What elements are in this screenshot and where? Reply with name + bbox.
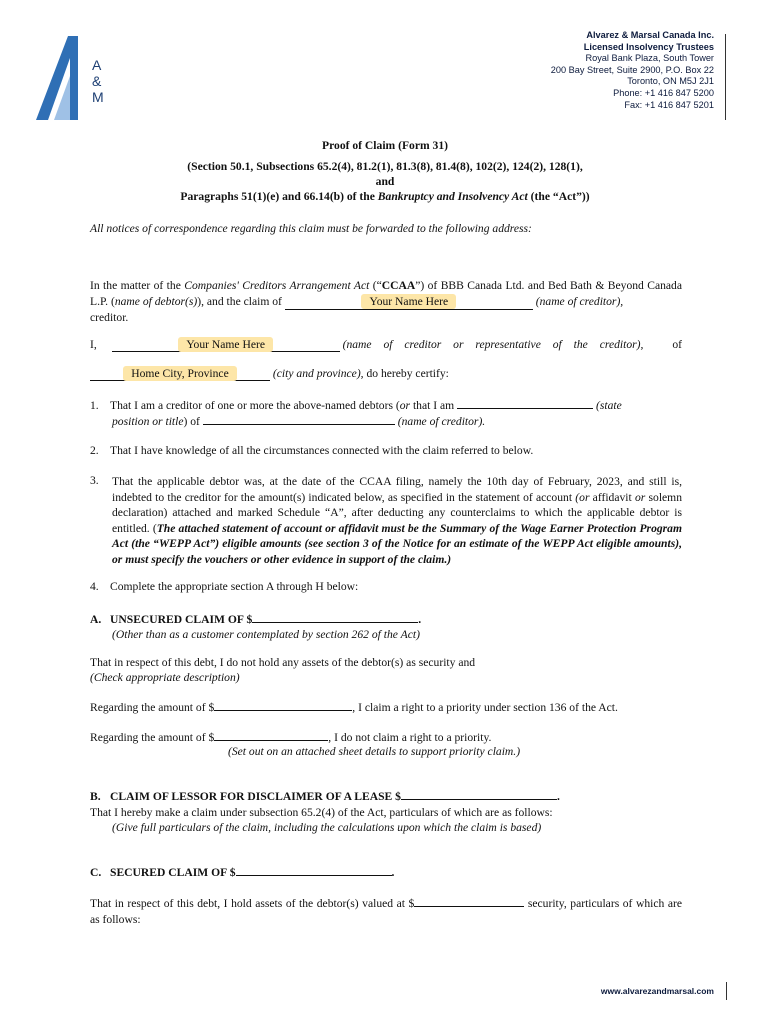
intro-debtor-hint: name of debtor(s) [114,294,198,308]
item-1 [90,398,682,429]
city-line [90,367,449,381]
item-3-text-a: That the applicable debtor was, at the date of the CCAA filing, namely the 10th day of February, 2023, and still is, indebted to the creditor for the amount(s) indicated below, as specified in the statement of account [112,475,682,504]
section-a-sub: (Other than as a customer contemplated by section 262 of the Act) [112,628,420,641]
intro-mid3: ), and the claim of [197,294,285,308]
section-b-letter: B. [90,790,101,803]
form-sections: (Section 50.1, Subsections 65.2(4), 81.2(1), 81.3(8), 81.4(8), 102(2), 124(2), 128(1), [187,160,583,173]
section-a-priority-line [90,701,618,714]
section-a-letter: A. [90,613,102,626]
section-b-period: . [556,790,560,803]
intro-act: Companies' Creditors Arrangement Act [184,279,370,292]
section-a-nonpriority-line [90,731,491,744]
creditor-field[interactable] [203,424,395,425]
firm-address-3: Toronto, ON M5J 2J1 [627,76,714,87]
item-1-creditor-hint: (name of creditor). [397,414,486,428]
paragraphs-pre: Paragraphs 51(1)(e) and 66.14(b) of the [180,190,378,203]
form-paragraphs [0,190,770,203]
section-a-heading [90,613,421,626]
logo-letter-a: A [92,57,102,73]
item-3-affidavit: affidavit [589,490,635,504]
section-a-p1: That in respect of this debt, I do not hold any assets of the debtor(s) as security and [90,656,476,669]
firm-address-1: Royal Bank Plaza, South Tower [585,53,714,64]
firm-fax: Fax: +1 416 847 5201 [624,99,714,110]
section-c-letter: C. [90,866,102,879]
item-1-number: 1. [90,399,99,412]
certify-text: do hereby certify: [363,367,449,380]
item-4-text: Complete the appropriate section A through H below: [110,580,359,593]
section-b-title: CLAIM OF LESSOR FOR DISCLAIMER OF A LEASE $ [110,790,401,803]
item-3-instructions: The attached statement of account or affidavit must be the Summary of the Wage Earner Protection Program Act (the “WEPP Act”) eligible amounts (see section 3 of the Notice for an estimate of the WEPP Act eligible amounts), or must specify the vouchers or other evidence in support of the claim.) [112,521,682,566]
i-label: I, [90,338,97,351]
item-2-text: That I have knowledge of all the circumstances connected with the claim referred to below. [110,444,534,457]
item-3-or-2: or [634,490,646,504]
item-1-or: or [399,399,411,412]
item-1-text-c: ) of [183,414,203,428]
intro-mid2: ”) of BBB Canada Ltd. and Bed Bath & Beyond Canada L.P. ( [90,279,682,308]
letterhead-divider [725,34,726,120]
creditor-name-value[interactable]: Your Name Here [361,294,456,309]
intro-ccaa: CCAA [381,279,416,292]
act-name: Bankruptcy and Insolvency Act [377,190,528,203]
lessor-amount-field[interactable] [401,799,557,800]
footer-website[interactable]: www.alvarezandmarsal.com [600,986,714,996]
item-3-or-1: (or [575,490,590,504]
representative-line [90,338,682,352]
section-a-title: UNSECURED CLAIM OF $ [110,613,253,626]
of-label: of [672,338,682,351]
section-c-p1-b: security, particulars of which are as follows: [90,897,682,926]
nonpriority-text: , I do not claim a right to a priority. [328,731,492,744]
item-1-text-b: that I am [410,399,458,412]
item-1-state: (state [595,399,622,412]
section-c-heading [90,866,394,879]
priority-amount-field[interactable] [214,710,352,711]
city-province-field[interactable] [90,367,270,381]
priority-label: Regarding the amount of $ [90,701,215,714]
item-2 [90,444,533,457]
representative-hint: (name of creditor or representative of the creditor), [342,338,644,351]
asset-value-field[interactable] [414,906,524,907]
firm-role: Licensed Insolvency Trustees [583,41,714,52]
nonpriority-label: Regarding the amount of $ [90,731,215,744]
section-c-p1 [90,896,682,927]
paragraphs-post: (the “Act”)) [527,190,590,203]
intro-mid1: (“ [369,279,382,292]
item-2-number: 2. [90,444,99,457]
section-b-p1-sub: (Give full particulars of the claim, including the calculations upon which the claim is based) [112,821,542,834]
firm-name: Alvarez & Marsal Canada Inc. [586,30,714,40]
notice-text: All notices of correspondence regarding this claim must be forwarded to the following address: [90,222,532,235]
firm-address-2: 200 Bay Street, Suite 2900, P.O. Box 22 [550,64,714,75]
section-a-p1-sub: (Check appropriate description) [90,671,240,684]
intro-pre: In the matter of the [90,279,185,292]
nonpriority-amount-field[interactable] [214,740,328,741]
intro-end: creditor. [90,311,129,324]
form-title: Proof of Claim (Form 31) [322,139,448,152]
section-c-title: SECURED CLAIM OF $ [110,866,236,879]
section-c-p1-a: That in respect of this debt, I hold assets of the debtor(s) valued at $ [90,897,415,910]
unsecured-amount-field[interactable] [252,622,418,623]
priority-text: , I claim a right to a priority under section 136 of the Act. [352,701,618,714]
item-1-position-hint: position or title [112,414,184,428]
city-hint: (city and province), [272,367,364,380]
item-1-text-a: That I am a creditor of one or more the above-named debtors ( [110,399,400,412]
representative-name-field[interactable] [112,338,340,352]
item-3-text-b: solemn declaration) attached and marked Schedule “A”, after deducting any counterclaims to which the applicable debtor is entitled. ( [112,490,682,535]
item-3 [112,474,682,567]
logo-letter-amp: & [92,73,102,89]
creditor-name-field[interactable] [285,294,533,311]
intro-creditor-hint: (name of creditor), [535,294,624,308]
section-b-heading [90,790,560,803]
position-field[interactable] [457,408,593,409]
city-province-value[interactable]: Home City, Province [123,366,236,381]
item-4-number: 4. [90,580,99,593]
intro-paragraph [90,278,682,326]
representative-name-value[interactable]: Your Name Here [178,337,273,352]
section-b-p1: That I hereby make a claim under subsection 65.2(4) of the Act, particulars of which are as follows: [90,806,553,819]
section-a-p3-sub: (Set out on an attached sheet details to support priority claim.) [228,745,521,758]
firm-address-block [551,30,714,111]
form-and: and [375,175,395,188]
secured-amount-field[interactable] [236,875,392,876]
section-c-period: . [391,866,395,879]
item-3-number: 3. [90,474,99,487]
footer-divider [726,982,727,1000]
section-a-period: . [418,613,422,626]
logo-letter-m: M [92,89,104,105]
item-4 [90,580,358,593]
firm-phone: Phone: +1 416 847 5200 [613,87,714,98]
company-logo [34,36,114,120]
